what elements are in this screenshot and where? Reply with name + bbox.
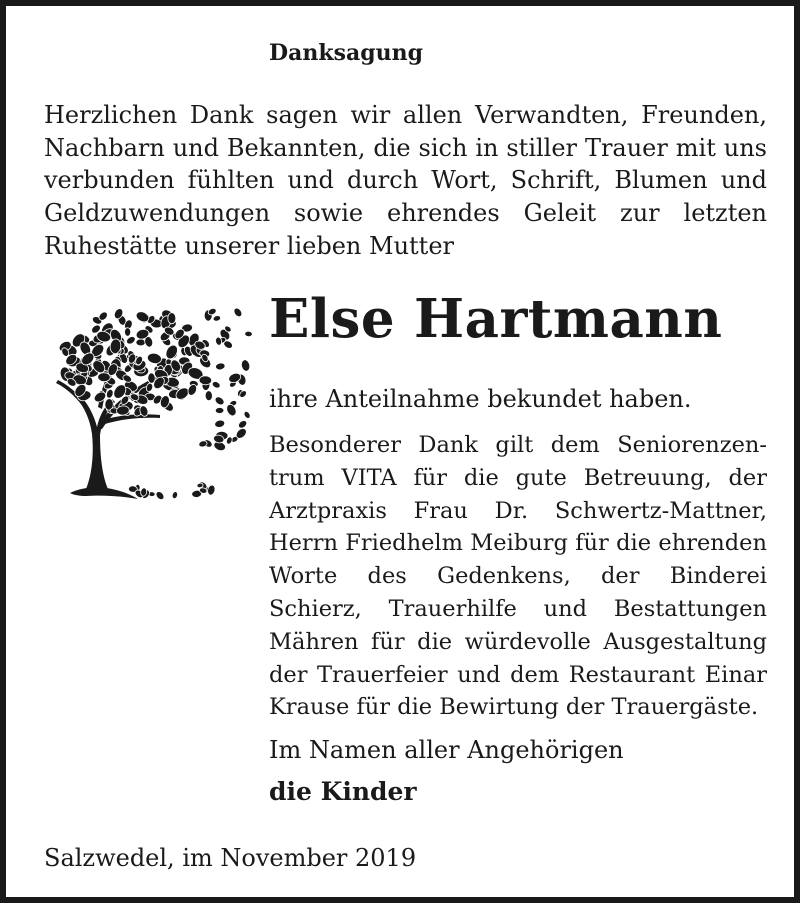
thanks-line: Besonderer Dank gilt dem Seniorenzen- [269, 432, 767, 458]
leaf [211, 380, 221, 389]
leaf [171, 491, 178, 499]
intro-line: Geldzuwendungen sowie ehrendes Geleit zur letzten [44, 199, 767, 228]
behalf-line: Im Namen aller Angehörigen [269, 736, 624, 764]
leaf [136, 339, 146, 346]
leaf [207, 484, 217, 496]
thanks-line: trum VITA für die gute Betreuung, der [269, 464, 767, 491]
thanks-line: Arztpraxis Frau Dr. Schwertz-Mattner, [269, 497, 767, 524]
leaf [215, 362, 226, 370]
thanks-line: Mähren für die würdevolle Ausgestaltung [269, 628, 767, 655]
thanks-line: Schierz, Trauerhilfe und Bestattungen [269, 595, 767, 622]
intro-line: Herzlichen Dank sagen wir allen Verwandten, Freunden, [44, 101, 767, 129]
leaf [213, 315, 222, 322]
leaf [154, 490, 165, 501]
thanks-line: Krause für die Bewirtung der Trauergäste. [269, 694, 759, 721]
leaf [215, 407, 224, 413]
intro-line: Nachbarn und Bekannten, die sich in stiller Trauer mit uns [44, 133, 767, 162]
leaf [124, 328, 130, 337]
intro-line: Ruhestätte unserer lieben Mutter [44, 231, 454, 260]
leaf [245, 331, 253, 337]
thanks-line: der Trauerfeier und dem Restaurant Einar [269, 661, 767, 688]
tree-icon [42, 289, 254, 504]
leaf [214, 395, 226, 406]
notice-heading: Danksagung [269, 40, 423, 66]
leaf [232, 307, 243, 319]
signature: die Kinder [269, 777, 417, 806]
leaf [240, 359, 251, 372]
place-date: Salzwedel, im November 2019 [44, 844, 417, 872]
leaf [105, 389, 114, 400]
thanks-line: Herrn Friedhelm Meiburg für die ehrenden [269, 530, 767, 557]
intro-line: verbunden fühlten und durch Wort, Schrift, Blumen und [44, 166, 767, 195]
deceased-name: Else Hartmann [269, 288, 723, 350]
leaf [205, 391, 213, 401]
thanks-paragraph [269, 429, 767, 724]
leaf [214, 419, 225, 428]
thanks-line: Worte des Gedenkens, der Binderei [269, 563, 767, 590]
intro-paragraph [44, 99, 767, 263]
condolence-line: ihre Anteilnahme bekundet haben. [269, 385, 692, 413]
leaf [168, 313, 176, 324]
leaf [243, 410, 252, 419]
leaf [199, 375, 212, 385]
